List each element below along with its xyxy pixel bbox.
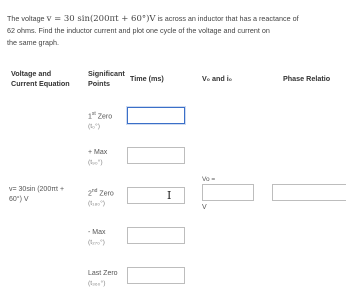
header-phase-relation: Phase Relatio xyxy=(283,74,331,83)
point-label: Last Zero xyxy=(88,270,118,277)
point-sublabel: (t₁₈₀°) xyxy=(88,200,106,208)
header-significant-points xyxy=(88,69,125,89)
time-input-positive-max[interactable] xyxy=(127,147,185,164)
equation-line: 60°) V xyxy=(9,196,29,203)
vo-input[interactable] xyxy=(202,184,254,201)
phase-relation-input[interactable] xyxy=(272,184,346,201)
point-second-zero xyxy=(88,186,114,209)
time-input-second-zero[interactable] xyxy=(127,187,185,204)
point-sublabel: (t₉₀°) xyxy=(88,159,103,166)
header-text: Significant xyxy=(88,69,125,78)
point-label: 2nd Zero xyxy=(88,188,114,198)
time-input-last-zero[interactable] xyxy=(127,267,185,284)
point-label: 1st Zero xyxy=(88,111,113,121)
time-input-first-zero[interactable] xyxy=(127,107,185,124)
header-text: Current Equation xyxy=(11,79,70,88)
point-label: - Max xyxy=(88,229,106,236)
vo-label: Vo = xyxy=(202,176,216,183)
header-text: Points xyxy=(88,79,110,88)
problem-text: is across an inductor that has a reactance of xyxy=(157,14,299,23)
header-vo-io: V₀ and i₀ xyxy=(202,74,233,83)
point-sublabel: (t₃₆₀°) xyxy=(88,280,106,287)
problem-line-3: the same graph. xyxy=(7,38,59,47)
equation-cell xyxy=(9,185,64,205)
point-first-zero xyxy=(88,109,112,132)
point-sublabel: (t₀°) xyxy=(88,123,100,131)
header-text: Voltage and xyxy=(11,69,52,78)
point-label: + Max xyxy=(88,149,108,156)
point-sublabel: (t₂₇₀°) xyxy=(88,239,105,246)
voltage-equation-math: v = 30 sin(200πt + 60°)V xyxy=(46,14,156,24)
problem-line-2: 62 ohms. Find the inductor current and plot one cycle of the voltage and current on xyxy=(7,26,270,35)
problem-line-1 xyxy=(7,13,339,25)
problem-statement xyxy=(7,13,339,49)
text-cursor-icon: I xyxy=(167,189,172,202)
header-time-ms: Time (ms) xyxy=(130,74,164,83)
problem-text: The voltage xyxy=(7,14,45,23)
point-last-zero xyxy=(88,269,118,289)
point-negative-max xyxy=(88,228,106,248)
equation-line: v= 30sin (200πt + xyxy=(9,186,65,193)
vo-unit: V xyxy=(202,204,207,211)
header-voltage-current-equation xyxy=(11,69,70,89)
point-positive-max xyxy=(88,148,107,168)
time-input-negative-max[interactable] xyxy=(127,227,185,244)
